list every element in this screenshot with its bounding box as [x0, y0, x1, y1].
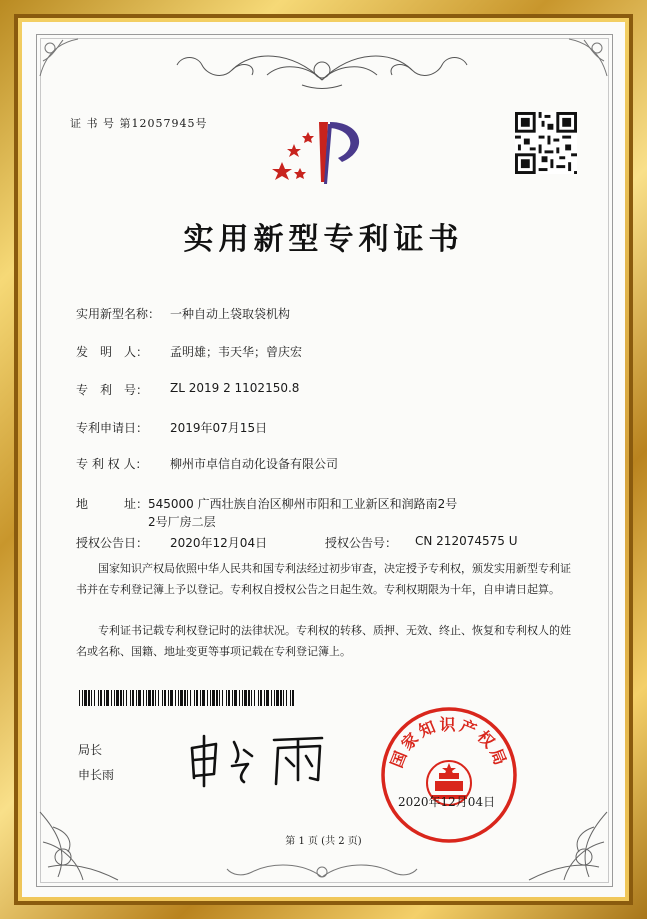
- grant-number-value: CN 212074575 U: [415, 534, 518, 548]
- legal-status-paragraph: 专利证书记载专利权登记时的法律状况。专利权的转移、质押、无效、终止、恢复和专利权人的姓名或名称、国籍、地址变更等事项记载在专利登记簿上。: [76, 624, 571, 658]
- grant-date-label: 授权公告日：: [76, 536, 149, 550]
- filing-date-label: 专利申请日：: [76, 421, 149, 435]
- grant-number-label: 授权公告号：: [325, 536, 398, 550]
- inventor-label: 发 明 人：: [76, 345, 149, 359]
- owner-value: 柳州市卓信自动化设备有限公司: [170, 457, 339, 471]
- director-name: 申长雨: [78, 768, 115, 782]
- cnipa-logo: [272, 110, 372, 190]
- certificate-paper: [22, 22, 625, 897]
- owner-label: 专 利 权 人：: [76, 457, 148, 471]
- address-line2: 2号厂房二层: [148, 515, 216, 529]
- seal-date: 2020年12月04日: [398, 795, 496, 809]
- patent-number-value: ZL 2019 2 1102150.8: [170, 381, 300, 395]
- top-ornament: [172, 40, 472, 95]
- bottom-center-ornament: [222, 857, 422, 887]
- corner-ornament-tr: [559, 36, 609, 86]
- director-title: 局长: [78, 743, 103, 757]
- grant-date-value: 2020年12月04日: [170, 536, 268, 550]
- certificate-number: 证 书 号 第12057945号: [70, 117, 208, 130]
- certificate-title: 实用新型专利证书: [183, 222, 464, 257]
- qr-code-icon: [515, 112, 577, 174]
- page-indicator: 第 1 页 (共 2 页): [285, 836, 362, 847]
- declaration-paragraph: 国家知识产权局依照中华人民共和国专利法经过初步审查，决定授予专利权，颁发实用新型专利证书并在专利登记簿上予以登记。专利权自授权公告之日起生效。专利权期限为十年，自申请日起算。: [76, 562, 571, 596]
- name-label: 实用新型名称：: [76, 307, 161, 321]
- director-signature: [182, 730, 332, 790]
- svg-text:国家知识产权局: 国家知识产权局: [386, 714, 512, 771]
- name-value: 一种自动上袋取袋机构: [170, 307, 291, 321]
- filing-date-value: 2019年07月15日: [170, 421, 268, 435]
- inventor-value: 孟明雄；韦天华；曾庆宏: [170, 345, 303, 359]
- address-line1: 545000 广西壮族自治区柳州市阳和工业新区和润路南2号: [148, 497, 458, 511]
- barcode-icon: [79, 690, 295, 706]
- patent-number-label: 专 利 号：: [76, 383, 149, 397]
- address-label: 地 址：: [76, 497, 149, 511]
- corner-ornament-tl: [38, 36, 88, 86]
- official-seal: [379, 705, 519, 845]
